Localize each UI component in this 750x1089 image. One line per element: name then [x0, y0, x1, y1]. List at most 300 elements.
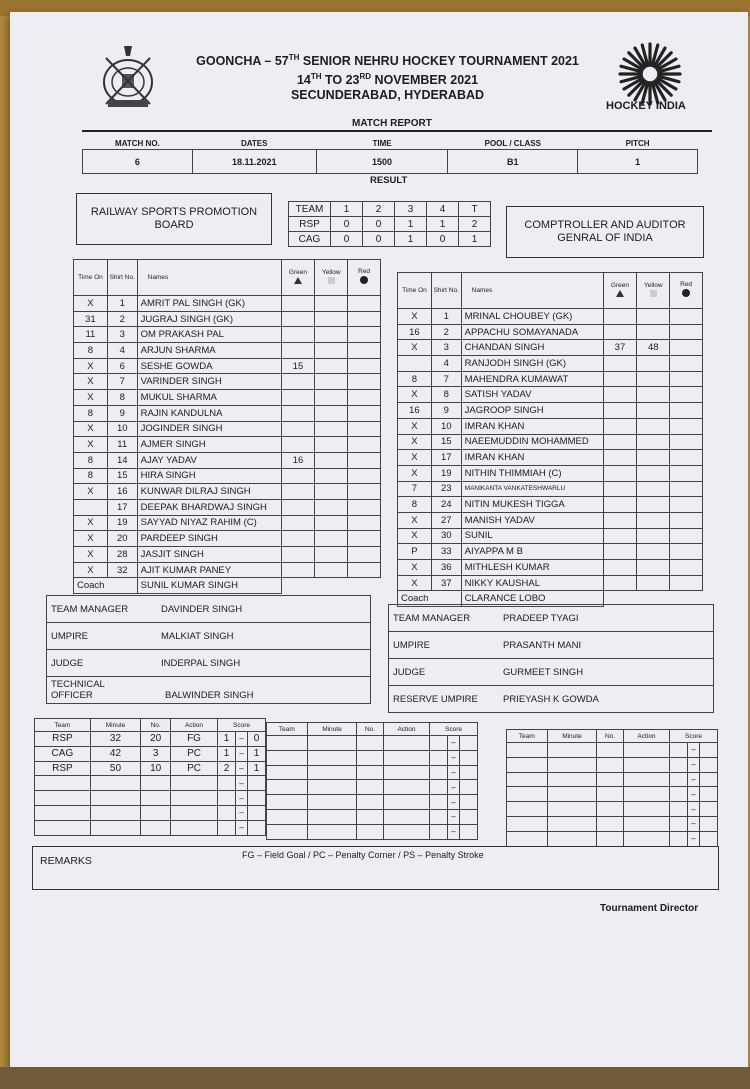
- goal-team-cell: RSP: [35, 761, 91, 776]
- shirt-no-cell: 20: [107, 531, 137, 547]
- time-on-cell: X: [74, 374, 108, 390]
- score-cell: RSP: [289, 217, 331, 232]
- goal-minute-cell: [90, 776, 140, 791]
- player-row: [74, 468, 381, 484]
- time-on-cell: X: [398, 340, 432, 356]
- red-card-cell: [348, 327, 381, 343]
- yellow-card-cell: [315, 468, 348, 484]
- green-card-cell: [603, 387, 637, 403]
- green-card-header: Green: [603, 273, 637, 309]
- yellow-card-cell: [637, 512, 670, 528]
- score-cell: 2: [459, 217, 491, 232]
- player-name-cell: JAGROOP SINGH: [461, 403, 603, 419]
- time-on-cell: X: [398, 528, 432, 544]
- yellow-card-header: Yellow: [315, 260, 348, 296]
- green-card-cell: [603, 450, 637, 466]
- goal-team-cell: [507, 743, 548, 758]
- player-name-cell: SAYYAD NIYAZ RAHIM (C): [137, 515, 281, 531]
- goal-score-home: [430, 809, 448, 824]
- time-on-cell: X: [398, 450, 432, 466]
- player-row: [398, 481, 703, 497]
- shirt-no-cell: 2: [431, 324, 461, 340]
- red-card-cell: [670, 340, 703, 356]
- goal-score-away: [460, 809, 478, 824]
- goals-header: No.: [357, 723, 384, 736]
- player-row: [398, 309, 703, 325]
- red-card-cell: [670, 450, 703, 466]
- goal-row: [507, 831, 718, 846]
- official-name: PRASANTH MANI: [503, 639, 582, 651]
- time-on-cell: 16: [398, 403, 432, 419]
- shirt-no-cell: 27: [431, 512, 461, 528]
- red-card-cell: [348, 562, 381, 578]
- yellow-card-header: Yellow: [637, 273, 670, 309]
- official-row: [47, 650, 371, 677]
- goal-score-sep: –: [688, 802, 700, 817]
- score-header: TEAM: [289, 202, 331, 217]
- player-row: [74, 405, 381, 421]
- red-card-cell: [670, 512, 703, 528]
- goal-row: [267, 736, 478, 751]
- goal-score-home: [670, 772, 688, 787]
- meta-header: DATES: [240, 139, 268, 148]
- goal-score-sep: –: [448, 780, 460, 795]
- time-on-cell: P: [398, 544, 432, 560]
- goals-header: Team: [35, 719, 91, 732]
- player-name-cell: AJAY YADAV: [137, 452, 281, 468]
- red-card-cell: [670, 403, 703, 419]
- goal-action-cell: [384, 824, 430, 839]
- goal-score-away: [248, 820, 266, 835]
- goal-team-cell: [267, 795, 308, 810]
- goal-no-cell: [357, 736, 384, 751]
- right-team-roster: [397, 272, 703, 607]
- player-row: [74, 311, 381, 327]
- goal-row: [507, 802, 718, 817]
- hockey-india-brand: HOCKEY INDIA: [606, 100, 686, 112]
- yellow-card-cell: [637, 560, 670, 576]
- goal-row: [507, 787, 718, 802]
- red-card-icon: [682, 289, 690, 297]
- goal-score-home: 1: [218, 746, 236, 761]
- goal-minute-cell: [547, 802, 596, 817]
- shirt-no-cell: 4: [107, 343, 137, 359]
- yellow-card-cell: [315, 390, 348, 406]
- goal-score-home: [670, 757, 688, 772]
- goals-header: Score: [218, 719, 266, 732]
- time-on-cell: X: [398, 560, 432, 576]
- red-card-cell: [348, 531, 381, 547]
- tournament-title: GOONCHA – 57TH SENIOR NEHRU HOCKEY TOURNAMENT 2021 14TH TO 23RD NOVEMBER 2021 SECUNDERABAD, HYDERABAD: [196, 53, 579, 103]
- score-cell: 0: [363, 232, 395, 247]
- time-on-cell: X: [74, 515, 108, 531]
- goal-score-away: [700, 757, 718, 772]
- goal-score-home: [430, 795, 448, 810]
- green-card-cell: [281, 296, 315, 312]
- score-cell: 1: [395, 232, 427, 247]
- score-cell: 1: [459, 232, 491, 247]
- goal-team-cell: [267, 765, 308, 780]
- shirt-no-cell: 37: [431, 575, 461, 591]
- player-name-cell: JOGINDER SINGH: [137, 421, 281, 437]
- goals-header: Minute: [307, 723, 356, 736]
- score-cell: 0: [331, 232, 363, 247]
- goal-score-away: [460, 765, 478, 780]
- time-value: 1500: [316, 150, 448, 174]
- yellow-card-cell: [637, 356, 670, 372]
- goal-row: [507, 772, 718, 787]
- player-row: [74, 296, 381, 312]
- red-card-cell: [670, 434, 703, 450]
- official-name: DAVINDER SINGH: [161, 603, 243, 615]
- team-right-name: COMPTROLLER AND AUDITOR GENRAL OF INDIA: [506, 206, 704, 258]
- goal-row: [267, 765, 478, 780]
- goal-action-cell: [624, 757, 670, 772]
- goal-minute-cell: 42: [90, 746, 140, 761]
- official-name: PRADEEP TYAGI: [503, 612, 579, 624]
- time-on-cell: X: [74, 562, 108, 578]
- shirt-no-cell: 10: [107, 421, 137, 437]
- goals-header: Team: [267, 723, 308, 736]
- official-row: [389, 659, 714, 686]
- player-row: [398, 497, 703, 513]
- goals-header: Minute: [90, 719, 140, 732]
- player-name-cell: AMRIT PAL SINGH (GK): [137, 296, 281, 312]
- goal-score-sep: –: [448, 750, 460, 765]
- goals-header: Action: [384, 723, 430, 736]
- match-meta-table: [82, 139, 698, 174]
- goal-no-cell: 10: [141, 761, 171, 776]
- time-on-cell: 8: [398, 371, 432, 387]
- goal-minute-cell: [90, 820, 140, 835]
- goal-row: [507, 816, 718, 831]
- goal-row: [507, 743, 718, 758]
- goal-score-sep: –: [688, 787, 700, 802]
- goals-header: Action: [624, 730, 670, 743]
- goal-action-cell: [624, 802, 670, 817]
- goal-score-sep: –: [448, 809, 460, 824]
- yellow-card-cell: [315, 452, 348, 468]
- green-card-cell: [281, 515, 315, 531]
- goal-score-sep: –: [688, 743, 700, 758]
- goal-action-cell: [171, 776, 218, 791]
- player-row: [398, 403, 703, 419]
- red-card-cell: [348, 499, 381, 515]
- time-on-cell: X: [74, 437, 108, 453]
- red-card-cell: [670, 465, 703, 481]
- official-row: [47, 623, 371, 650]
- player-row: [398, 387, 703, 403]
- player-name-cell: SESHE GOWDA: [137, 358, 281, 374]
- shirt-no-cell: 24: [431, 497, 461, 513]
- goal-action-cell: [384, 809, 430, 824]
- names-header: Names: [461, 273, 603, 309]
- goal-score-away: [700, 787, 718, 802]
- shirt-no-cell: 17: [431, 450, 461, 466]
- green-card-cell: [281, 311, 315, 327]
- green-card-cell: [603, 434, 637, 450]
- goal-score-sep: –: [236, 805, 248, 820]
- yellow-card-icon: [650, 290, 657, 297]
- green-card-cell: 37: [603, 340, 637, 356]
- yellow-card-cell: [637, 450, 670, 466]
- goal-action-cell: [624, 772, 670, 787]
- score-cell: 0: [427, 232, 459, 247]
- shirt-no-cell: 15: [107, 468, 137, 484]
- player-name-cell: MAHENDRA KUMAWAT: [461, 371, 603, 387]
- time-on-cell: X: [74, 421, 108, 437]
- goal-action-cell: FG: [171, 732, 218, 747]
- score-cell: 0: [363, 217, 395, 232]
- goal-row: [35, 820, 266, 835]
- goal-score-sep: –: [236, 732, 248, 747]
- red-card-cell: [348, 296, 381, 312]
- goal-score-home: [670, 743, 688, 758]
- meta-header: POOL / CLASS: [484, 139, 541, 148]
- red-card-cell: [348, 311, 381, 327]
- official-row: [389, 632, 714, 659]
- green-card-cell: [281, 484, 315, 500]
- official-label: TEAM MANAGER: [51, 603, 129, 615]
- coach-row: [74, 578, 381, 594]
- player-name-cell: SUNIL: [461, 528, 603, 544]
- meta-header: MATCH NO.: [115, 139, 160, 148]
- official-label: JUDGE: [393, 666, 426, 678]
- player-name-cell: JUGRAJ SINGH (GK): [137, 311, 281, 327]
- yellow-card-cell: [315, 374, 348, 390]
- player-name-cell: AIYAPPA M B: [461, 544, 603, 560]
- shirt-no-cell: 19: [431, 465, 461, 481]
- green-card-cell: [603, 371, 637, 387]
- official-label: UMPIRE: [393, 639, 430, 651]
- red-card-cell: [670, 481, 703, 497]
- green-card-cell: [603, 403, 637, 419]
- goals-header: Score: [430, 723, 478, 736]
- green-card-cell: [603, 418, 637, 434]
- green-card-cell: [281, 499, 315, 515]
- player-name-cell: RAJIN KANDULNA: [137, 405, 281, 421]
- player-name-cell: NITHIN THIMMIAH (C): [461, 465, 603, 481]
- goal-score-sep: –: [236, 820, 248, 835]
- goals-table-1: [34, 718, 266, 836]
- goals-header: No.: [141, 719, 171, 732]
- goal-score-sep: –: [448, 795, 460, 810]
- time-on-cell: 8: [398, 497, 432, 513]
- goal-action-cell: [171, 791, 218, 806]
- goal-minute-cell: [90, 791, 140, 806]
- coach-label: Coach: [398, 591, 462, 607]
- goal-score-away: [460, 750, 478, 765]
- goal-row: [35, 776, 266, 791]
- official-label: UMPIRE: [51, 630, 88, 642]
- divider: [82, 130, 712, 132]
- goal-no-cell: [357, 824, 384, 839]
- player-row: [398, 560, 703, 576]
- red-card-icon: [360, 276, 368, 284]
- action-legend: FG – Field Goal / PC – Penalty Corner / PS – Penalty Stroke: [242, 850, 484, 860]
- green-card-cell: [603, 560, 637, 576]
- yellow-card-cell: [315, 547, 348, 563]
- green-card-cell: [281, 327, 315, 343]
- goal-score-away: [700, 772, 718, 787]
- shirt-no-cell: 15: [431, 434, 461, 450]
- green-card-cell: [281, 547, 315, 563]
- goal-action-cell: [384, 736, 430, 751]
- player-name-cell: MANISH YADAV: [461, 512, 603, 528]
- player-name-cell: CHANDAN SINGH: [461, 340, 603, 356]
- player-row: [398, 371, 703, 387]
- yellow-card-cell: [315, 296, 348, 312]
- yellow-card-cell: [637, 544, 670, 560]
- shirt-no-cell: 28: [107, 547, 137, 563]
- score-header: 3: [395, 202, 427, 217]
- goal-row: [35, 732, 266, 747]
- goal-no-cell: [357, 750, 384, 765]
- goal-score-home: [218, 776, 236, 791]
- green-card-cell: [603, 481, 637, 497]
- yellow-card-cell: [637, 434, 670, 450]
- goal-team-cell: [35, 820, 91, 835]
- time-on-cell: [74, 499, 108, 515]
- shirt-no-cell: 32: [107, 562, 137, 578]
- yellow-card-cell: [637, 309, 670, 325]
- player-row: [74, 562, 381, 578]
- goal-score-away: [700, 831, 718, 846]
- player-row: [74, 358, 381, 374]
- goal-team-cell: [507, 787, 548, 802]
- goal-no-cell: [597, 757, 624, 772]
- shirt-no-cell: 6: [107, 358, 137, 374]
- player-name-cell: JASJIT SINGH: [137, 547, 281, 563]
- shirt-no-header: Shirt No.: [107, 260, 137, 296]
- player-name-cell: APPACHU SOMAYANADA: [461, 324, 603, 340]
- goal-no-cell: [597, 772, 624, 787]
- goal-row: [35, 761, 266, 776]
- player-name-cell: MUKUL SHARMA: [137, 390, 281, 406]
- goal-score-home: [430, 765, 448, 780]
- goal-score-home: [670, 802, 688, 817]
- goal-minute-cell: [307, 765, 356, 780]
- tournament-director-label: Tournament Director: [600, 903, 699, 914]
- right-team-officials: [388, 604, 714, 713]
- shirt-no-cell: 9: [431, 403, 461, 419]
- official-row: [47, 596, 371, 623]
- green-card-cell: [281, 374, 315, 390]
- goal-score-home: [430, 750, 448, 765]
- goal-minute-cell: [547, 757, 596, 772]
- official-name: BALWINDER SINGH: [165, 690, 254, 701]
- player-name-cell: PARDEEP SINGH: [137, 531, 281, 547]
- goal-minute-cell: 50: [90, 761, 140, 776]
- goals-header: Team: [507, 730, 548, 743]
- goal-minute-cell: [307, 780, 356, 795]
- green-card-cell: [281, 343, 315, 359]
- goal-score-home: [430, 780, 448, 795]
- green-card-cell: [603, 497, 637, 513]
- time-on-cell: 31: [74, 311, 108, 327]
- red-card-header: Red: [670, 273, 703, 309]
- shirt-no-cell: 3: [431, 340, 461, 356]
- goal-minute-cell: [307, 736, 356, 751]
- red-card-cell: [670, 497, 703, 513]
- goal-score-home: [430, 824, 448, 839]
- goal-action-cell: [384, 765, 430, 780]
- player-name-cell: NAEEMUDDIN MOHAMMED: [461, 434, 603, 450]
- player-name-cell: RANJODH SINGH (GK): [461, 356, 603, 372]
- player-name-cell: DEEPAK BHARDWAJ SINGH: [137, 499, 281, 515]
- yellow-card-cell: [315, 311, 348, 327]
- player-row: [74, 484, 381, 500]
- goal-no-cell: [357, 765, 384, 780]
- time-on-cell: X: [398, 465, 432, 481]
- official-name: PRIEYASH K GOWDA: [503, 693, 599, 705]
- score-row: [289, 217, 491, 232]
- goal-score-home: [670, 831, 688, 846]
- yellow-card-cell: [315, 327, 348, 343]
- green-card-header: Green: [281, 260, 315, 296]
- red-card-cell: [670, 356, 703, 372]
- goal-score-sep: –: [688, 831, 700, 846]
- shirt-no-cell: 2: [107, 311, 137, 327]
- goal-team-cell: [507, 757, 548, 772]
- goal-no-cell: [357, 780, 384, 795]
- green-card-cell: [281, 405, 315, 421]
- goal-score-away: [700, 816, 718, 831]
- green-card-cell: [281, 437, 315, 453]
- shirt-no-cell: 7: [431, 371, 461, 387]
- yellow-card-cell: [315, 484, 348, 500]
- player-name-cell: SATISH YADAV: [461, 387, 603, 403]
- match-report-title: MATCH REPORT: [352, 118, 432, 129]
- time-on-cell: X: [398, 434, 432, 450]
- goal-action-cell: [624, 831, 670, 846]
- official-row: [389, 605, 714, 632]
- goals-table-3: [506, 729, 718, 847]
- goal-score-sep: –: [448, 765, 460, 780]
- hockey-india-logo-icon: [618, 42, 682, 106]
- green-card-cell: [603, 309, 637, 325]
- shirt-no-cell: 4: [431, 356, 461, 372]
- official-label: JUDGE: [51, 657, 84, 669]
- goal-score-sep: –: [448, 824, 460, 839]
- red-card-cell: [348, 452, 381, 468]
- goals-header: Minute: [547, 730, 596, 743]
- player-name-cell: OM PRAKASH PAL: [137, 327, 281, 343]
- green-card-cell: [603, 544, 637, 560]
- player-row: [74, 343, 381, 359]
- goal-row: [35, 805, 266, 820]
- goal-row: [267, 780, 478, 795]
- match-report-sheet: [10, 12, 748, 1069]
- yellow-card-cell: [315, 421, 348, 437]
- time-on-cell: X: [398, 387, 432, 403]
- shirt-no-cell: 23: [431, 481, 461, 497]
- goal-score-away: 0: [248, 732, 266, 747]
- yellow-card-cell: [637, 403, 670, 419]
- player-name-cell: VARINDER SINGH: [137, 374, 281, 390]
- shirt-no-cell: 8: [107, 390, 137, 406]
- score-header: 2: [363, 202, 395, 217]
- player-row: [398, 418, 703, 434]
- score-header: 4: [427, 202, 459, 217]
- player-row: [398, 575, 703, 591]
- red-card-cell: [670, 418, 703, 434]
- shirt-no-cell: 17: [107, 499, 137, 515]
- player-name-cell: MITHLESH KUMAR: [461, 560, 603, 576]
- official-label: TEAM MANAGER: [393, 612, 471, 624]
- shirt-no-cell: 1: [431, 309, 461, 325]
- yellow-card-cell: [637, 387, 670, 403]
